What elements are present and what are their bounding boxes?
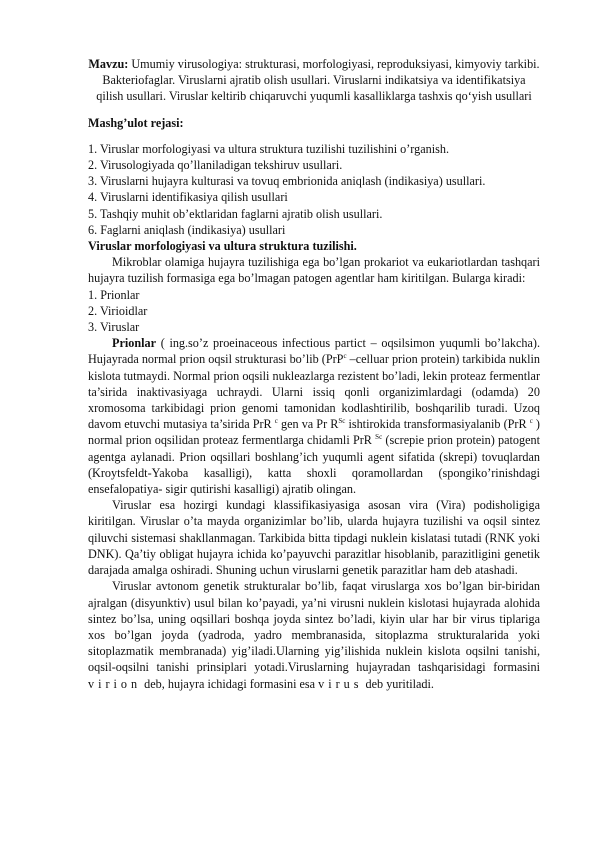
prion-text: ( ing.so’z proeinaceous infectious partict – oqsilsimon yuqumli bo’lakcha). Hujayrada normal prion oqsil strukturasi bo’lib (PrP [88,336,540,367]
superscript: Sc [338,417,346,426]
prion-text: ) normal prion oqsilidan proteaz fermentlarga chidamli PrR [88,417,540,448]
virion-text: deb yuritiladi. [362,676,434,691]
types-list [88,287,540,336]
prion-paragraph [88,335,540,497]
plan-item: 4. Viruslarni identifikasiya qilish usullari [88,190,288,205]
plan-list [88,141,540,238]
plan-item: 5. Tashqiy muhit ob’ektlaridan faglarni ajratib olish usullari. [88,206,383,221]
intro-paragraph: Mikroblar olamiga hujayra tuzilishiga ega bo’lgan prokariot va eukariotlardan tashqari hujayra tuzilish formasiga ega bo’lmagan patogen agentlar ham kiritilgan. Bularga kiradi: [88,255,540,286]
plan-item: 3. Viruslarni hujayra kulturasi va tovuq embrionida aniqlash (indikasiya) usullari. [88,174,486,189]
virion-paragraph [88,578,540,691]
superscript: c [343,352,347,361]
prion-text: ishtirokida transformasiyalanib (PrR [345,417,530,432]
virus-term: virus [318,676,363,691]
section-heading: Viruslar morfologiyasi va ultura struktura tuzilishi. [88,239,357,254]
type-item: 1. Prionlar [88,287,140,302]
virion-text: Viruslar avtonom genetik strukturalar bo’lib, faqat viruslarga xos bo’lgan bir-biridan ajralgan (disyunktiv) usul bilan ko’payadi, ya’ni virusni nuklein kislotasi hujayrada alohida sintez bo’lsa, uning oqsillari boshqa joyda sintez bo’ladi, kiyin ular har bir virus tiplariga xos bo’lgan joyda (yadroda, yadro membranasida, sitoplazma strukturalarida yoki sitoplazmatik membranada) yig’iladi.Ularning yig’ilishida nuklein kislota oqsilni tanishi, oqsil-oqsilni tanishi prinsiplari yotadi.Viruslarning hujayradan tashqarisidagi formasini [88,579,540,675]
plan-item: 2. Virusologiyada qo’llaniladigan tekshiruv usullari. [88,158,343,173]
superscript: Sc [375,433,383,442]
prion-text: –celluar prion protein) tarkibida nuklin kislota tutmaydi. Normal prion oqsili nukleazlarga rezistent bo’ladi, lekin proteaz fermentlar ta’sirida inaktivasiyaga uchraydi. Ularni issiq qonli organizimlardagi (odamda) 20 xromosoma tarkibidagi prion genomi tamonidan kodlashtirilib, boshqarilib turadi. Uzoq davom etuvchi mutasiya ta’sirida PrR [88,352,540,432]
plan-item: 6. Faglarni aniqlash (indikasiya) usullari [88,222,286,237]
plan-heading: Mashg’ulot rejasi: [88,115,184,130]
virion-term: virion [88,676,142,691]
prion-text: (screpie prion protein) patogent agentga aylanadi. Prion oqsillari boshlang’ich yuqumli agent sifatida (skrepi) tovuqlardan (Kroytsfeldt-Yakoba kasalligi), katta shoxli qoramollardan (spongiko’rinishdagi ensefalopatiya- sigir qutirishi kasalligi) ajratib olingan. [88,433,541,497]
superscript: c [274,417,278,426]
type-item: 2. Virioidlar [88,303,148,318]
prion-term: Prionlar [112,336,157,351]
document-title [88,56,540,105]
document-page [88,56,540,692]
prion-text: gen va Pr R [277,417,339,432]
viruses-paragraph: Viruslar esa hozirgi kundagi klassifikasiyasiga asosan vira (Vira) podisholigiga kiritilgan. Viruslar o’ta mayda organizimlar bo’lib, ularda hujayra tuzilishi va oqsil sintez qiluvchi sistemasi shakllanmagan. Tarkibida bitta tipdagi nuklein kislatasi tutadi (RNK yoki DNK). Qa’tiy obligat hujayra ichida ko’payuvchi parazitlar hisoblanib, parazitligini genetik darajada amalga oshiradi. Shuning uchun viruslarni genetik parazitlar ham deb atashadi. [88,498,540,578]
title-text: Umumiy virusologiya: strukturasi, morfologiyasi, reproduksiyasi, kimyoviy tarkibi. Bakteriofaglar. Viruslarni ajratib olish usullari. Viruslarni indikatsiya va identifikatsiya qilish usullari. Viruslar keltirib chiqaruvchi yuqumli kasalliklarga tashxis qo‘yish usullari [96,57,540,104]
virion-text: deb, hujayra ichidagi formasini esa [141,676,319,691]
type-item: 3. Viruslar [88,320,140,335]
superscript: c [529,417,533,426]
plan-item: 1. Viruslar morfologiyasi va ultura struktura tuzilishi tuzilishini o’rganish. [88,141,450,156]
title-label: Mavzu: [88,57,129,71]
